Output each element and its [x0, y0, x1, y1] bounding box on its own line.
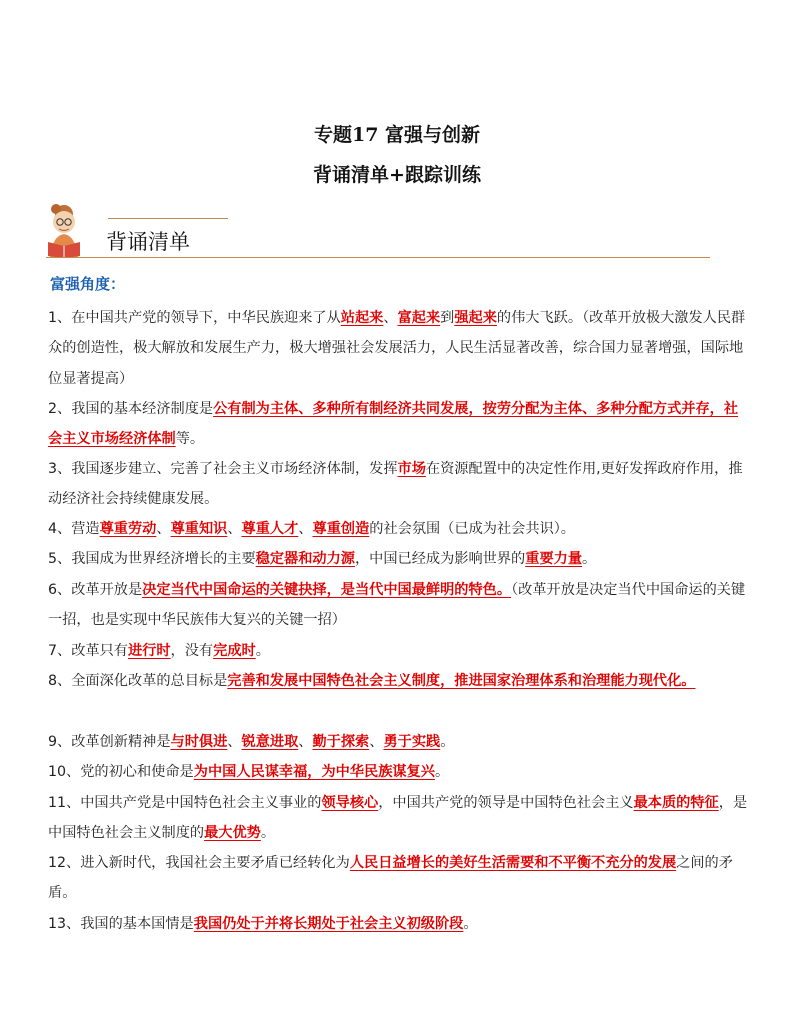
item-text: 13、我国的基本国情是 — [48, 916, 194, 932]
list-item — [48, 848, 748, 909]
answer-text: 尊重创造 — [312, 521, 370, 537]
answer-text: 领导核心 — [321, 795, 379, 811]
section-heading: 富强角度： — [50, 275, 126, 293]
answer-text: 勤于探索 — [312, 734, 370, 750]
answer-text: 与时俱进 — [170, 734, 228, 750]
answer-text: 尊重知识 — [170, 521, 228, 537]
item-text: ，中国已经成为影响世界的 — [354, 551, 526, 567]
item-text: 在资源配置中的决定性作用,更好发挥政府作用，推动经济社会持续健康发展。 — [48, 461, 743, 508]
answer-text: 稳定器和动力源 — [255, 551, 355, 567]
item-text: 11、中国共产党是中国特色社会主义事业的 — [48, 795, 322, 811]
item-text: 到 — [440, 310, 455, 326]
item-text: 。 — [255, 643, 270, 659]
banner-top-rule — [108, 218, 228, 219]
answer-text: 富起来 — [397, 310, 441, 326]
item-text: 7、改革只有 — [48, 643, 128, 659]
answer-text: 尊重人才 — [241, 521, 299, 537]
answer-text: 公有制为主体、多种所有制经济共同发展，按劳分配为主体、多种分配方式并存，社会主义市场经济体制 — [48, 401, 739, 448]
answer-text: 决定当代中国命运的关键抉择，是当代中国最鲜明的特色。 — [142, 582, 512, 598]
item-text: 之间的矛盾。 — [48, 855, 733, 902]
item-text: 2、我国的基本经济制度是 — [48, 401, 214, 417]
item-text: 。 — [260, 825, 276, 842]
item-text: 1、在中国共产党的领导下，中华民族迎来了从 — [48, 310, 341, 326]
document-subtitle: 背诵清单+跟踪训练 — [313, 164, 481, 186]
item-text: 6、改革开放是 — [48, 582, 143, 598]
reading-girl-icon — [40, 200, 104, 260]
item-text: ，中国共产党的领导是中国特色社会主义 — [378, 795, 634, 811]
section-banner — [40, 200, 710, 262]
answer-text: 完成时 — [213, 643, 256, 659]
item-text: 10、党的初心和使命是 — [48, 764, 194, 780]
answer-text: 我国仍处于并将长期处于社会主义初级阶段 — [193, 916, 464, 932]
list-item — [48, 666, 748, 696]
item-text: 、 — [227, 734, 242, 750]
item-text: ，没有 — [170, 643, 214, 659]
banner-divider — [46, 257, 710, 258]
answer-text: 锐意进取 — [241, 734, 299, 750]
item-text: 、 — [383, 310, 398, 326]
list-item — [48, 514, 748, 544]
answer-text: 人民日益增长的美好生活需要和不平衡不充分的发展 — [349, 855, 677, 871]
list-item — [48, 544, 748, 574]
list-item — [48, 727, 748, 757]
item-text: 5、我国成为世界经济增长的主要 — [48, 551, 256, 567]
item-text: 4、营造 — [48, 521, 100, 537]
answer-text: 重要力量 — [525, 551, 583, 567]
item-text: 3、我国逐步建立、完善了社会主义市场经济体制，发挥 — [48, 461, 398, 477]
item-text: 9、改革创新精神是 — [48, 734, 171, 750]
item-text: ，是中国特色社会主义制度的 — [48, 795, 748, 842]
list-item — [48, 788, 748, 849]
list-item — [48, 303, 748, 394]
item-text: 、 — [227, 521, 242, 537]
item-text: 、 — [369, 734, 384, 750]
answer-text: 强起来 — [454, 310, 497, 326]
item-text: 、 — [298, 521, 313, 537]
answer-text: 为中国人民谋幸福，为中华民族谋复兴 — [193, 764, 435, 780]
item-text: （改革开放是决定当代中国命运的关键一招，也是实现中华民族伟大复兴的关键一招） — [48, 582, 746, 629]
answer-text: 最本质的特征 — [633, 795, 719, 811]
answer-text: 进行时 — [127, 643, 171, 659]
list-item — [48, 394, 748, 455]
list-item — [48, 909, 748, 939]
answer-text: 站起来 — [340, 310, 384, 326]
item-text: 8、全面深化改革的总目标是 — [48, 673, 228, 689]
answer-text: 尊重劳动 — [99, 521, 157, 537]
item-text: 。 — [582, 551, 597, 567]
item-text: 的伟大飞跃。（改革开放极大激发人民群众的创造性，极大解放和发展生产力，极大增强社会发展活力，人民生活显著改善，综合国力显著增强，国际地位显著提高） — [48, 310, 746, 387]
item-text: 的社会氛围（已成为社会共识）。 — [369, 521, 575, 537]
answer-text: 市场 — [397, 461, 426, 477]
answer-text: 完善和发展中国特色社会主义制度，推进国家治理体系和治理能力现代化。 — [227, 673, 696, 689]
item-text: 。 — [434, 764, 450, 780]
item-text: 、 — [156, 521, 171, 537]
list-item — [48, 575, 748, 636]
document-title: 专题17 富强与创新 — [313, 124, 481, 146]
item-text: 。 — [463, 916, 478, 932]
item-text: 。 — [440, 734, 455, 750]
answer-text: 最大优势 — [204, 825, 261, 842]
item-text: 等。 — [175, 431, 205, 448]
answer-text: 勇于实践 — [383, 734, 441, 750]
item-text: 12、进入新时代，我国社会主要矛盾已经转化为 — [48, 855, 350, 871]
banner-label: 背诵清单 — [106, 230, 190, 254]
list-item — [48, 757, 748, 787]
list-item — [48, 454, 748, 515]
list-item — [48, 636, 748, 666]
item-text: 、 — [298, 734, 313, 750]
